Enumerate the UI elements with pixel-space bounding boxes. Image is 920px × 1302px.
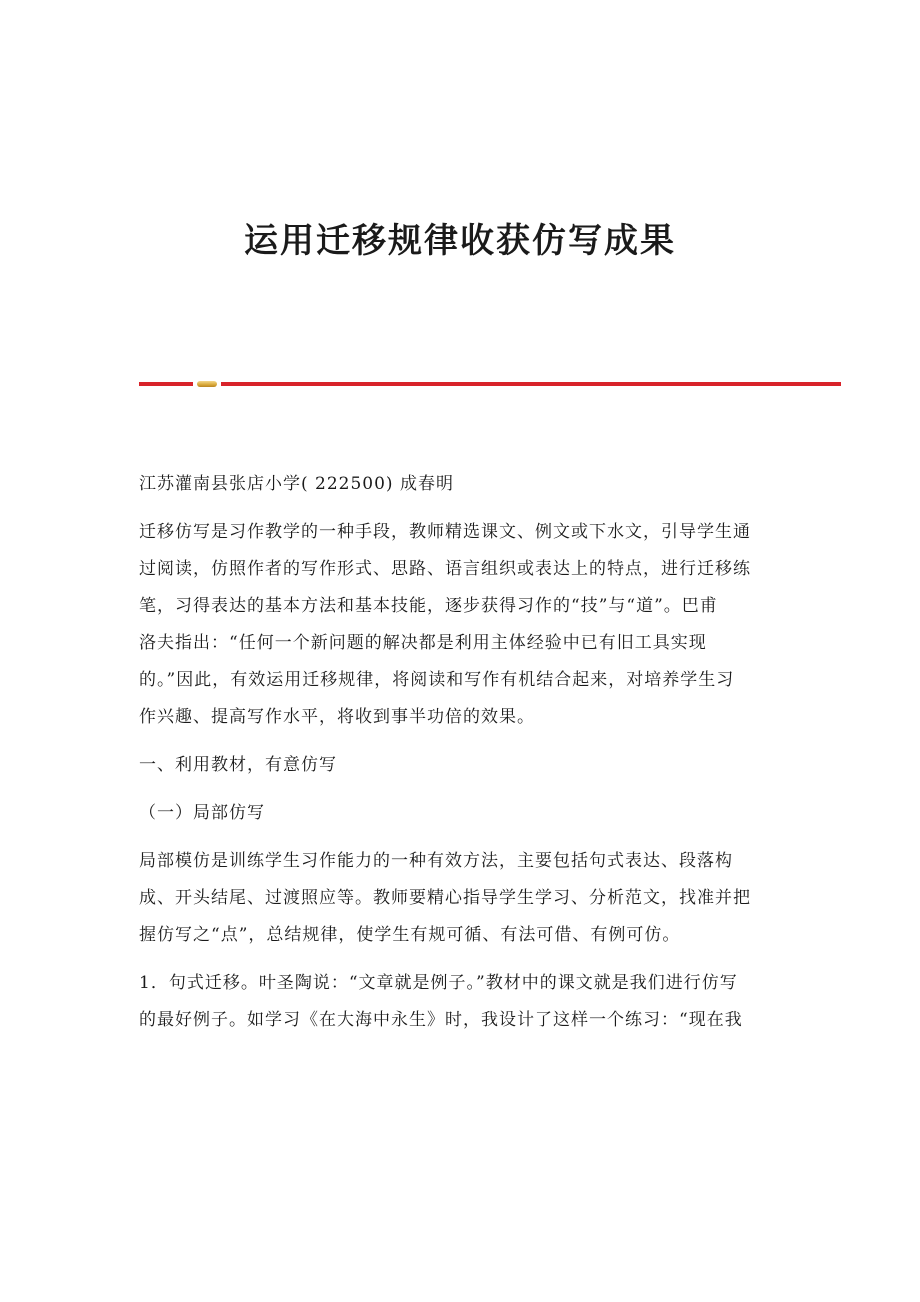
paragraph-line: 洛夫指出：“任何一个新问题的解决都是利用主体经验中已有旧工具实现 [139, 633, 707, 653]
paragraph-line: 作兴趣、提高写作水平，将收到事半功倍的效果。 [139, 707, 535, 727]
subsection-heading: （一）局部仿写 [139, 803, 265, 823]
divider-left-bar [139, 382, 193, 386]
paragraph-line: 的。”因此，有效运用迁移规律，将阅读和写作有机结合起来，对培养学生习 [139, 670, 735, 690]
paragraph-line: 1．句式迁移。叶圣陶说：“文章就是例子。”教材中的课文就是我们进行仿写 [139, 973, 738, 993]
paragraph-line: 笔，习得表达的基本方法和基本技能，逐步获得习作的“技”与“道”。巴甫 [139, 596, 718, 616]
paragraph-line: 局部模仿是训练学生习作能力的一种有效方法，主要包括句式表达、段落构 [139, 851, 733, 871]
paragraph-local-imitation [139, 843, 784, 954]
paragraph-line: 过阅读，仿照作者的写作形式、思路、语言组织或表达上的特点，进行迁移练 [139, 559, 751, 579]
document-title: 运用迁移规律收获仿写成果 [244, 221, 676, 261]
author-line: 江苏灌南县张店小学( 222500) 成春明 [139, 474, 454, 494]
section-heading: 一、利用教材，有意仿写 [139, 755, 337, 775]
paragraph-line: 迁移仿写是习作教学的一种手段，教师精选课文、例文或下水文，引导学生通 [139, 522, 751, 542]
document-body [139, 466, 784, 1039]
paragraph-intro [139, 514, 784, 736]
divider-right-bar [221, 382, 841, 386]
title-divider [139, 380, 841, 388]
divider-ornament-icon [197, 381, 217, 387]
paragraph-line: 成、开头结尾、过渡照应等。教师要精心指导学生学习、分析范文，找准并把 [139, 888, 751, 908]
paragraph-line: 握仿写之“点”，总结规律，使学生有规可循、有法可借、有例可仿。 [139, 925, 681, 945]
paragraph-line: 的最好例子。如学习《在大海中永生》时，我设计了这样一个练习：“现在我 [139, 1010, 743, 1030]
paragraph-sentence-transfer [139, 965, 784, 1039]
